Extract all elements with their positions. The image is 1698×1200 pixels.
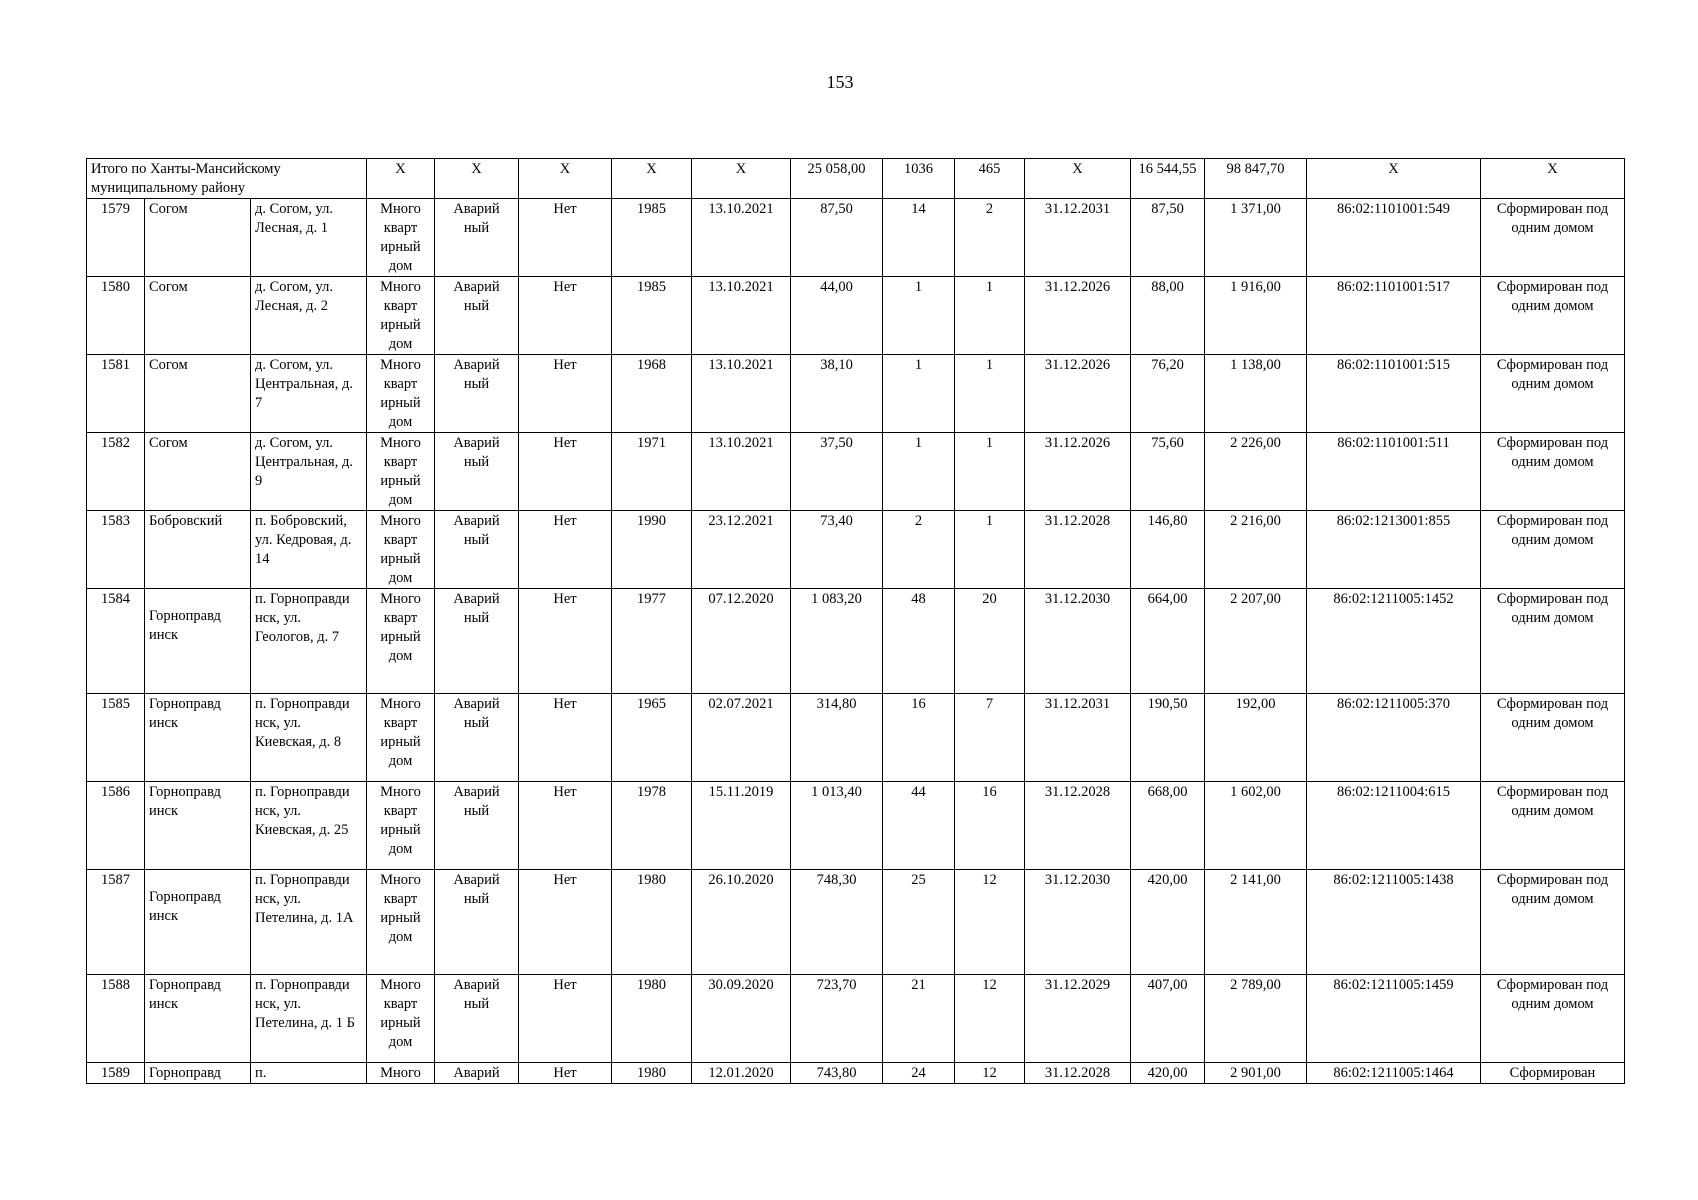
resettlement-deadline: 31.12.2030	[1025, 870, 1131, 975]
flag-value: Нет	[519, 975, 612, 1063]
land-status: Сформирован под одним домом	[1481, 870, 1625, 975]
address: д. Согом, ул. Центральная, д. 7	[251, 355, 367, 433]
land-area: 190,50	[1131, 694, 1205, 782]
total-residents: 1036	[883, 159, 955, 199]
land-area: 664,00	[1131, 589, 1205, 694]
table-row	[87, 782, 1625, 870]
building-status: Аварий ный	[435, 199, 519, 277]
settlement-name: Горноправд инск	[145, 694, 251, 782]
flag-value-text: Нет	[553, 1065, 577, 1081]
building-status: Аварий ный	[435, 782, 519, 870]
row-number	[87, 1063, 145, 1084]
address	[251, 1063, 367, 1084]
address: п. Горноправди нск, ул. Киевская, д. 8	[251, 694, 367, 782]
housing-table	[86, 158, 1625, 1084]
page-number: 153	[826, 72, 854, 92]
resettlement-deadline: 31.12.2031	[1025, 199, 1131, 277]
resettlement-deadline: 31.12.2028	[1025, 511, 1131, 589]
address: д. Согом, ул. Лесная, д. 1	[251, 199, 367, 277]
total-area: 25 058,00	[791, 159, 883, 199]
build-year: 1980	[612, 870, 692, 975]
resettlement-deadline: 31.12.2028	[1025, 782, 1131, 870]
total-cost: 98 847,70	[1205, 159, 1307, 199]
building-type: Много кварт ирный дом	[367, 433, 435, 511]
cadastral-number: 86:02:1101001:515	[1307, 355, 1481, 433]
flag-value: Нет	[519, 511, 612, 589]
apartments-count: 1	[955, 511, 1025, 589]
row-number-text: 1589	[101, 1065, 130, 1081]
building-status: Аварий ный	[435, 433, 519, 511]
build-year: 1985	[612, 277, 692, 355]
total-cell: X	[612, 159, 692, 199]
total-cell: X	[1025, 159, 1131, 199]
apartments-count: 2	[955, 199, 1025, 277]
building-status	[435, 1063, 519, 1084]
land-status: Сформирован под одним домом	[1481, 975, 1625, 1063]
build-year: 1971	[612, 433, 692, 511]
row-number: 1585	[87, 694, 145, 782]
living-area: 73,40	[791, 511, 883, 589]
apartments-count: 12	[955, 975, 1025, 1063]
row-number: 1583	[87, 511, 145, 589]
residents-count: 25	[883, 870, 955, 975]
build-year: 1968	[612, 355, 692, 433]
row-number: 1584	[87, 589, 145, 694]
flag-value: Нет	[519, 694, 612, 782]
row-number: 1586	[87, 782, 145, 870]
cadastral-cost: 2 226,00	[1205, 433, 1307, 511]
recognition-date: 26.10.2020	[692, 870, 791, 975]
table-row	[87, 589, 1625, 694]
build-year: 1990	[612, 511, 692, 589]
residents-count: 48	[883, 589, 955, 694]
building-type: Много кварт ирный дом	[367, 694, 435, 782]
apartments-count: 16	[955, 782, 1025, 870]
flag-value: Нет	[519, 199, 612, 277]
total-cell: X	[1307, 159, 1481, 199]
land-status: Сформирован под одним домом	[1481, 277, 1625, 355]
flag-value: Нет	[519, 355, 612, 433]
address-text: п.	[255, 1065, 267, 1081]
cadastral-number: 86:02:1211005:1438	[1307, 870, 1481, 975]
residents-count: 1	[883, 433, 955, 511]
residents-count: 1	[883, 355, 955, 433]
recognition-date: 30.09.2020	[692, 975, 791, 1063]
row-number: 1581	[87, 355, 145, 433]
residents-count: 14	[883, 199, 955, 277]
row-number: 1580	[87, 277, 145, 355]
flag-value	[519, 1063, 612, 1084]
resettlement-deadline: 31.12.2030	[1025, 589, 1131, 694]
recognition-date: 15.11.2019	[692, 782, 791, 870]
cadastral-cost: 1 371,00	[1205, 199, 1307, 277]
residents-count: 1	[883, 277, 955, 355]
build-year: 1977	[612, 589, 692, 694]
resettlement-deadline: 31.12.2026	[1025, 355, 1131, 433]
total-cell: X	[435, 159, 519, 199]
cadastral-number: 86:02:1101001:549	[1307, 199, 1481, 277]
table-row	[87, 199, 1625, 277]
land-area: 407,00	[1131, 975, 1205, 1063]
building-type: Много кварт ирный дом	[367, 589, 435, 694]
recognition-date-text: 12.01.2020	[708, 1065, 774, 1081]
settlement-name: Горноправд инск	[145, 870, 251, 975]
settlement-name: Согом	[145, 433, 251, 511]
apartments-count-text: 12	[982, 1065, 997, 1081]
total-label: Итого по Ханты-Мансийскому муниципальному району	[87, 159, 367, 199]
total-cell: X	[519, 159, 612, 199]
total-row	[87, 159, 1625, 199]
building-status: Аварий ный	[435, 694, 519, 782]
building-type: Много кварт ирный дом	[367, 355, 435, 433]
cadastral-number: 86:02:1211005:1452	[1307, 589, 1481, 694]
residents-count	[883, 1063, 955, 1084]
land-area	[1131, 1063, 1205, 1084]
recognition-date: 02.07.2021	[692, 694, 791, 782]
recognition-date: 07.12.2020	[692, 589, 791, 694]
cadastral-cost: 2 216,00	[1205, 511, 1307, 589]
settlement-name: Горноправд инск	[145, 975, 251, 1063]
cadastral-number: 86:02:1211004:615	[1307, 782, 1481, 870]
settlement-name: Горноправд инск	[145, 589, 251, 694]
building-status: Аварий ный	[435, 355, 519, 433]
row-number: 1587	[87, 870, 145, 975]
cadastral-number: 86:02:1211005:1459	[1307, 975, 1481, 1063]
build-year: 1980	[612, 975, 692, 1063]
total-cell: X	[1481, 159, 1625, 199]
living-area: 1 083,20	[791, 589, 883, 694]
address: д. Согом, ул. Центральная, д. 9	[251, 433, 367, 511]
table-row	[87, 975, 1625, 1063]
cadastral-cost: 192,00	[1205, 694, 1307, 782]
row-number: 1582	[87, 433, 145, 511]
total-cell: X	[692, 159, 791, 199]
cadastral-cost: 1 916,00	[1205, 277, 1307, 355]
building-status: Аварий ный	[435, 870, 519, 975]
residents-count: 2	[883, 511, 955, 589]
living-area: 723,70	[791, 975, 883, 1063]
resettlement-deadline: 31.12.2026	[1025, 277, 1131, 355]
row-number: 1579	[87, 199, 145, 277]
address: п. Горноправди нск, ул. Киевская, д. 25	[251, 782, 367, 870]
land-area: 420,00	[1131, 870, 1205, 975]
total-area2: 16 544,55	[1131, 159, 1205, 199]
build-year	[612, 1063, 692, 1084]
building-type: Много кварт ирный дом	[367, 277, 435, 355]
land-status: Сформирован под одним домом	[1481, 433, 1625, 511]
residents-count: 21	[883, 975, 955, 1063]
recognition-date: 13.10.2021	[692, 199, 791, 277]
table-row	[87, 694, 1625, 782]
build-year: 1978	[612, 782, 692, 870]
living-area: 44,00	[791, 277, 883, 355]
total-apartments: 465	[955, 159, 1025, 199]
land-status: Сформирован под одним домом	[1481, 355, 1625, 433]
resettlement-deadline-text: 31.12.2028	[1044, 1065, 1111, 1081]
building-status: Аварий ный	[435, 277, 519, 355]
settlement-name: Согом	[145, 277, 251, 355]
land-area: 87,50	[1131, 199, 1205, 277]
land-area: 76,20	[1131, 355, 1205, 433]
land-status: Сформирован под одним домом	[1481, 511, 1625, 589]
land-area-text: 420,00	[1147, 1065, 1188, 1081]
build-year: 1965	[612, 694, 692, 782]
cadastral-cost: 2 789,00	[1205, 975, 1307, 1063]
apartments-count: 1	[955, 277, 1025, 355]
settlement-name: Согом	[145, 355, 251, 433]
living-area: 38,10	[791, 355, 883, 433]
apartments-count: 12	[955, 870, 1025, 975]
address: п. Бобровский, ул. Кедровая, д. 14	[251, 511, 367, 589]
cadastral-number: 86:02:1213001:855	[1307, 511, 1481, 589]
living-area: 87,50	[791, 199, 883, 277]
cadastral-number-text: 86:02:1211005:1464	[1333, 1065, 1454, 1081]
land-status: Сформирован под одним домом	[1481, 694, 1625, 782]
land-status-text: Сформирован	[1509, 1065, 1596, 1081]
build-year: 1985	[612, 199, 692, 277]
cadastral-cost: 1 138,00	[1205, 355, 1307, 433]
flag-value: Нет	[519, 782, 612, 870]
cadastral-number: 86:02:1101001:511	[1307, 433, 1481, 511]
resettlement-deadline: 31.12.2026	[1025, 433, 1131, 511]
building-status: Аварий ный	[435, 975, 519, 1063]
land-area: 146,80	[1131, 511, 1205, 589]
address: п. Горноправди нск, ул. Геологов, д. 7	[251, 589, 367, 694]
cadastral-cost: 1 602,00	[1205, 782, 1307, 870]
cadastral-number	[1307, 1063, 1481, 1084]
building-status: Аварий ный	[435, 511, 519, 589]
cadastral-cost: 2 207,00	[1205, 589, 1307, 694]
living-area: 314,80	[791, 694, 883, 782]
recognition-date: 23.12.2021	[692, 511, 791, 589]
land-status: Сформирован под одним домом	[1481, 199, 1625, 277]
land-area: 75,60	[1131, 433, 1205, 511]
building-status-text: Аварий	[453, 1065, 500, 1081]
building-status: Аварий ный	[435, 589, 519, 694]
total-cell: X	[367, 159, 435, 199]
apartments-count	[955, 1063, 1025, 1084]
building-type	[367, 1063, 435, 1084]
apartments-count: 1	[955, 433, 1025, 511]
row-number: 1588	[87, 975, 145, 1063]
building-type: Много кварт ирный дом	[367, 975, 435, 1063]
land-status: Сформирован под одним домом	[1481, 589, 1625, 694]
land-area: 88,00	[1131, 277, 1205, 355]
living-area: 748,30	[791, 870, 883, 975]
table-row	[87, 355, 1625, 433]
building-type: Много кварт ирный дом	[367, 782, 435, 870]
building-type: Много кварт ирный дом	[367, 870, 435, 975]
address: п. Горноправди нск, ул. Петелина, д. 1 Б	[251, 975, 367, 1063]
recognition-date: 13.10.2021	[692, 277, 791, 355]
settlement-name-text: Горноправд	[149, 1065, 221, 1081]
recognition-date	[692, 1063, 791, 1084]
settlement-name: Согом	[145, 199, 251, 277]
settlement-name	[145, 1063, 251, 1084]
resettlement-deadline	[1025, 1063, 1131, 1084]
apartments-count: 7	[955, 694, 1025, 782]
table-row	[87, 433, 1625, 511]
land-area: 668,00	[1131, 782, 1205, 870]
cadastral-number: 86:02:1101001:517	[1307, 277, 1481, 355]
recognition-date: 13.10.2021	[692, 433, 791, 511]
address: п. Горноправди нск, ул. Петелина, д. 1А	[251, 870, 367, 975]
resettlement-deadline: 31.12.2029	[1025, 975, 1131, 1063]
address: д. Согом, ул. Лесная, д. 2	[251, 277, 367, 355]
building-type-text: Много	[380, 1065, 421, 1081]
living-area: 37,50	[791, 433, 883, 511]
building-type: Много кварт ирный дом	[367, 199, 435, 277]
residents-count: 16	[883, 694, 955, 782]
flag-value: Нет	[519, 433, 612, 511]
living-area: 1 013,40	[791, 782, 883, 870]
settlement-name: Горноправд инск	[145, 782, 251, 870]
table-row	[87, 277, 1625, 355]
flag-value: Нет	[519, 870, 612, 975]
cadastral-cost-text: 2 901,00	[1230, 1065, 1281, 1081]
build-year-text: 1980	[637, 1065, 666, 1081]
residents-count-text: 24	[911, 1065, 926, 1081]
apartments-count: 1	[955, 355, 1025, 433]
apartments-count: 20	[955, 589, 1025, 694]
residents-count: 44	[883, 782, 955, 870]
resettlement-deadline: 31.12.2031	[1025, 694, 1131, 782]
flag-value: Нет	[519, 589, 612, 694]
cadastral-cost	[1205, 1063, 1307, 1084]
land-status: Сформирован под одним домом	[1481, 782, 1625, 870]
flag-value: Нет	[519, 277, 612, 355]
table-row	[87, 1063, 1625, 1084]
table-row	[87, 870, 1625, 975]
cadastral-number: 86:02:1211005:370	[1307, 694, 1481, 782]
land-status	[1481, 1063, 1625, 1084]
cadastral-cost: 2 141,00	[1205, 870, 1307, 975]
settlement-name: Бобровский	[145, 511, 251, 589]
table-row	[87, 511, 1625, 589]
living-area	[791, 1063, 883, 1084]
recognition-date: 13.10.2021	[692, 355, 791, 433]
building-type: Много кварт ирный дом	[367, 511, 435, 589]
living-area-text: 743,80	[816, 1065, 857, 1081]
